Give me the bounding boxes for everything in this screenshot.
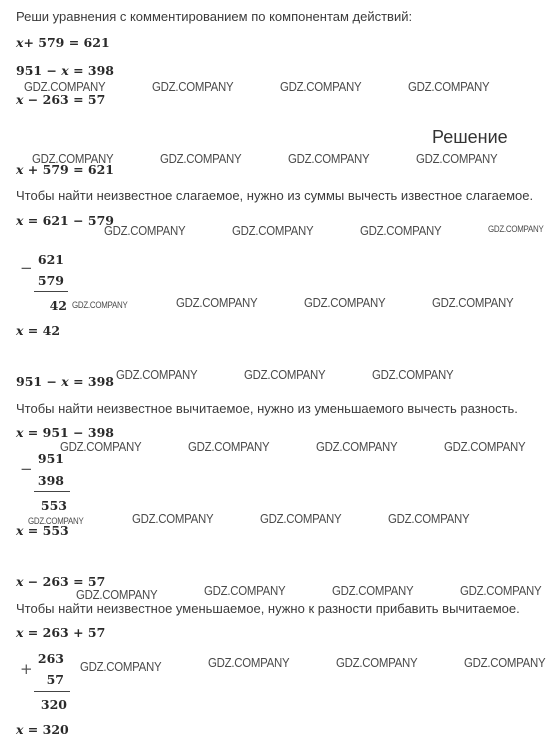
task-equation-3: x − 263 = 57 (16, 92, 106, 107)
p1-answer: x = 42 (16, 323, 61, 338)
p1-col-bottom: 579 (37, 273, 64, 288)
watermark: GDZ.COMPANY (260, 511, 342, 526)
p2-col-line (34, 491, 70, 492)
watermark: GDZ.COMPANY (432, 295, 514, 310)
watermark: GDZ.COMPANY (388, 511, 470, 526)
watermark: GDZ.COMPANY (60, 439, 142, 454)
watermark: GDZ.COMPANY (72, 300, 128, 310)
p3-col-result: 320 (40, 697, 67, 712)
p2-minus-sign: − (20, 460, 33, 478)
watermark: GDZ.COMPANY (152, 79, 234, 94)
watermark: GDZ.COMPANY (332, 583, 414, 598)
p1-minus-sign: − (20, 259, 33, 277)
watermark: GDZ.COMPANY (132, 511, 214, 526)
watermark: GDZ.COMPANY (160, 151, 242, 166)
p2-answer: x = 553 (16, 523, 69, 538)
p3-plus-sign: + (20, 660, 33, 678)
p1-col-line (34, 291, 68, 292)
watermark: GDZ.COMPANY (416, 151, 498, 166)
watermark: GDZ.COMPANY (360, 223, 442, 238)
p1-col-result: 42 (49, 298, 67, 313)
watermark: GDZ.COMPANY (316, 439, 398, 454)
task-prompt: Реши уравнения с комментированием по компонентам действий: (16, 9, 413, 24)
watermark: GDZ.COMPANY (372, 367, 454, 382)
watermark: GDZ.COMPANY (288, 151, 370, 166)
p3-answer: x = 320 (16, 722, 69, 737)
watermark: GDZ.COMPANY (28, 516, 84, 526)
watermark: GDZ.COMPANY (208, 655, 290, 670)
p3-calc: x = 263 + 57 (16, 625, 106, 640)
p1-col-top: 621 (37, 252, 64, 267)
task-equation-1: x+ 579 = 621 (16, 35, 110, 50)
p3-equation: x − 263 = 57 (16, 574, 106, 589)
p1-equation: x + 579 = 621 (16, 162, 114, 177)
watermark: GDZ.COMPANY (188, 439, 270, 454)
watermark: GDZ.COMPANY (76, 587, 158, 602)
p2-col-result: 553 (40, 498, 67, 513)
p3-col-bottom: 57 (46, 672, 64, 687)
p2-col-bottom: 398 (37, 473, 64, 488)
watermark: GDZ.COMPANY (24, 79, 106, 94)
watermark: GDZ.COMPANY (280, 79, 362, 94)
watermark: GDZ.COMPANY (32, 151, 114, 166)
watermark: GDZ.COMPANY (336, 655, 418, 670)
p3-col-line (34, 691, 70, 692)
watermark: GDZ.COMPANY (204, 583, 286, 598)
p1-calc: x = 621 − 579 (16, 213, 114, 228)
watermark: GDZ.COMPANY (408, 79, 490, 94)
watermark: GDZ.COMPANY (464, 655, 546, 670)
solution-heading: Решение (432, 127, 508, 147)
p3-rule: Чтобы найти неизвестное уменьшаемое, нужно к разности прибавить вычитаемое. (16, 601, 520, 616)
watermark: GDZ.COMPANY (104, 223, 186, 238)
task-equation-2: 951 − x = 398 (16, 63, 115, 78)
p3-col-top: 263 (37, 651, 64, 666)
p2-col-top: 951 (37, 451, 64, 466)
watermark: GDZ.COMPANY (80, 659, 162, 674)
p2-equation: 951 − x = 398 (16, 374, 115, 389)
watermark: GDZ.COMPANY (176, 295, 258, 310)
watermark: GDZ.COMPANY (488, 224, 544, 234)
watermark: GDZ.COMPANY (304, 295, 386, 310)
p2-rule: Чтобы найти неизвестное вычитаемое, нужно из уменьшаемого вычесть разность. (16, 401, 518, 416)
p2-calc: x = 951 − 398 (16, 425, 114, 440)
watermark: GDZ.COMPANY (244, 367, 326, 382)
watermark: GDZ.COMPANY (116, 367, 198, 382)
watermark: GDZ.COMPANY (460, 583, 542, 598)
watermark: GDZ.COMPANY (444, 439, 526, 454)
watermark: GDZ.COMPANY (232, 223, 314, 238)
p1-rule: Чтобы найти неизвестное слагаемое, нужно из суммы вычесть известное слагаемое. (16, 188, 534, 203)
